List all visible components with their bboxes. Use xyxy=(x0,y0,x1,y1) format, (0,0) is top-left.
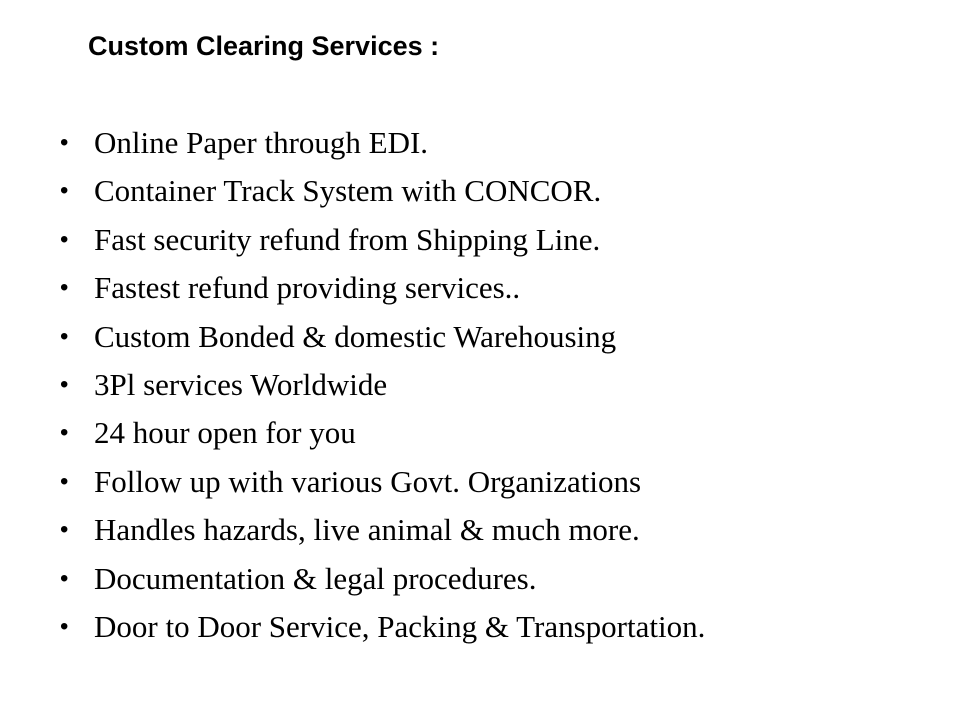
bullet-icon: • xyxy=(60,370,69,398)
slide-title: Custom Clearing Services : xyxy=(88,31,440,61)
bullet-text: 3Pl services Worldwide xyxy=(94,366,388,402)
bullet-text: Follow up with various Govt. Organizations xyxy=(94,463,642,499)
bullet-text: 24 hour open for you xyxy=(94,415,356,451)
bullet-text: Documentation & legal procedures. xyxy=(94,560,537,596)
bullet-item xyxy=(60,409,940,457)
bullet-text: Fastest refund providing services.. xyxy=(94,270,521,306)
bullet-text: Custom Bonded & domestic Warehousing xyxy=(94,318,617,354)
bullet-item xyxy=(60,361,940,409)
bullet-item xyxy=(60,264,940,312)
bullet-text: Online Paper through EDI. xyxy=(94,125,429,160)
bullet-icon: • xyxy=(60,322,69,350)
bullet-item xyxy=(60,555,940,603)
bullet-text: Door to Door Service, Packing & Transportation. xyxy=(94,608,706,644)
bullet-text: Fast security refund from Shipping Line. xyxy=(94,221,601,257)
bullet-icon: • xyxy=(60,516,69,544)
bullet-item xyxy=(60,216,940,264)
bullet-text: Container Track System with CONCOR. xyxy=(94,173,602,209)
bullet-icon: • xyxy=(60,564,69,592)
bullet-item xyxy=(60,167,940,215)
bullet-icon: • xyxy=(60,274,69,302)
bullet-icon: • xyxy=(60,419,69,447)
bullet-item xyxy=(60,506,940,554)
bullet-item xyxy=(60,313,940,361)
bullet-icon: • xyxy=(60,467,69,495)
bullet-icon: • xyxy=(60,612,69,640)
bullet-item xyxy=(60,458,940,506)
bullet-item xyxy=(60,119,940,167)
bullet-text: Handles hazards, live animal & much more. xyxy=(94,512,640,548)
bullet-item xyxy=(60,603,940,651)
bullet-icon: • xyxy=(60,129,69,156)
bullet-list xyxy=(60,119,940,651)
bullet-icon: • xyxy=(60,177,69,205)
bullet-icon: • xyxy=(60,225,69,253)
